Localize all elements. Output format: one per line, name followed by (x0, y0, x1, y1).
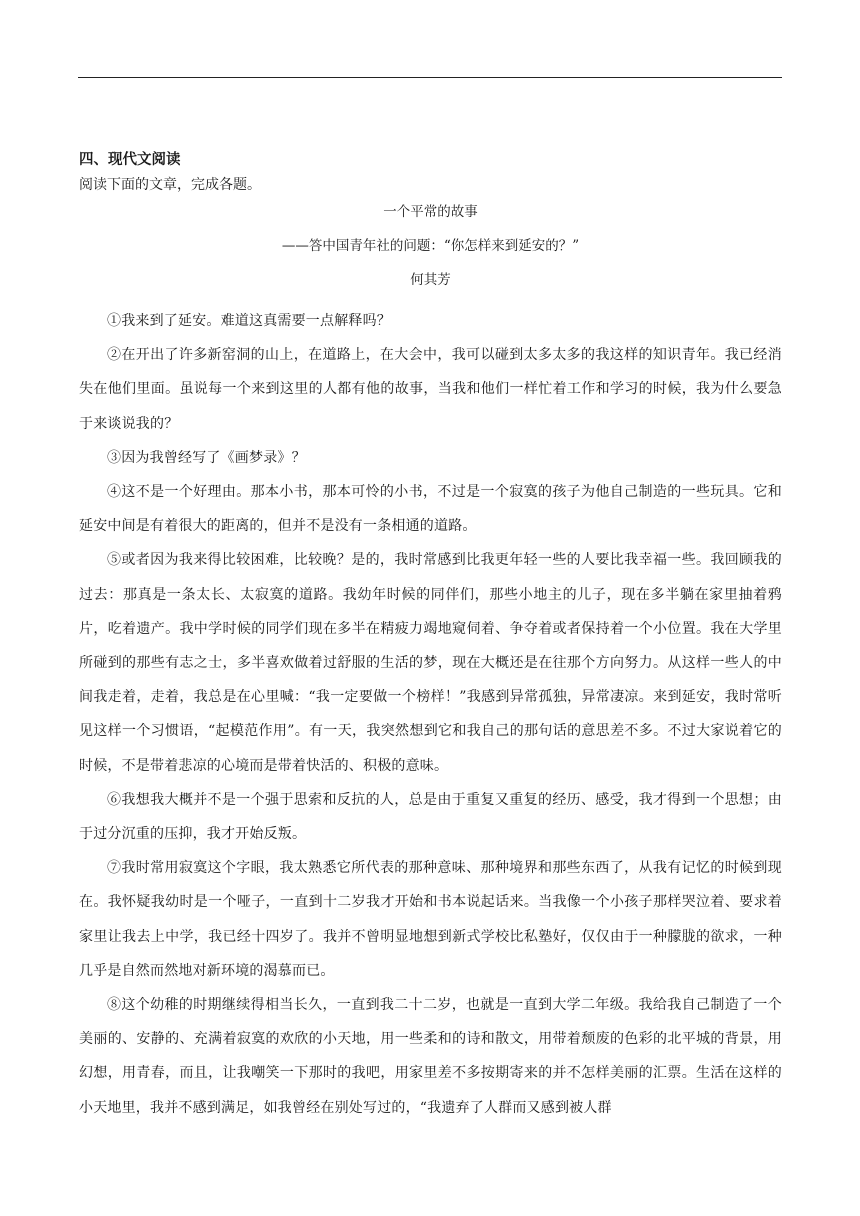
paragraph-6: ⑥我想我大概并不是一个强于思索和反抗的人，总是由于重复又重复的经历、感受，我才得到一个思想；由于过分沉重的压抑，我才开始反叛。 (79, 791, 782, 843)
paragraph-2: ②在开出了许多新窑洞的山上，在道路上，在大会中，我可以碰到太多太多的我这样的知识青年。我已经消失在他们里面。虽说每一个来到这里的人都有他的故事，当我和他们一样忙着工作和学习的时候，我为什么要急于来谈说我的？ (79, 347, 782, 432)
paragraph-5: ⑤或者因为我来得比较困难，比较晚？是的，我时常感到比我更年轻一些的人要比我幸福一些。我回顾我的过去：那真是一条太长、太寂寞的道路。我幼年时候的同伴们，那些小地主的儿子，现在多半躺在家里抽着鸦片，吃着遗产。我中学时候的同学们现在多半在精疲力竭地窥伺着、争夺着或者保持着一个小位置。我在大学里所碰到的那些有志之士，多半喜欢做着过舒服的生活的梦，现在大概还是在往那个方向努力。从这样一些人的中间我走着，走着，我总是在心里喊：“我一定要做一个榜样！”我感到异常孤独，异常凄凉。来到延安，我时常听见这样一个习惯语，“起模范作用”。有一天，我突然想到它和我自己的那句话的意思差不多。不过大家说着它的时候，不是带着悲凉的心境而是带着快活的、积极的意味。 (79, 552, 782, 774)
article-author: 何其芳 (410, 272, 451, 288)
instruction-text: 阅读下面的文章，完成各题。 (79, 177, 261, 193)
paragraph-1: ①我来到了延安。难道这真需要一点解释吗？ (107, 313, 391, 329)
section-title: 四、现代文阅读 (79, 152, 181, 168)
article-paragraphs (79, 304, 782, 1125)
article-subtitle: ——答中国青年社的问题：“你怎样来到延安的？” (281, 238, 580, 254)
paragraph-8: ⑧这个幼稚的时期继续得相当长久，一直到我二十二岁，也就是一直到大学二年级。我给我自己制造了一个美丽的、安静的、充满着寂寞的欢欣的小天地，用一些柔和的诗和散文，用带着颓废的色彩的北平城的背景，用幻想，用青春，而且，让我嘲笑一下那时的我吧，用家里差不多按期寄来的并不怎样美丽的汇票。生活在这样的小天地里，我并不感到满足，如我曾经在别处写过的，“我遗弃了人群而又感到被人群 (79, 997, 782, 1116)
paragraph-4: ④这不是一个好理由。那本小书，那本可怜的小书，不过是一个寂寞的孩子为他自己制造的一些玩具。它和延安中间是有着很大的距离的，但并不是没有一条相通的道路。 (79, 484, 782, 535)
header-rule (78, 77, 782, 78)
paragraph-3: ③因为我曾经写了《画梦录》？ (107, 449, 306, 466)
article-title: 一个平常的故事 (383, 204, 478, 220)
paragraph-7: ⑦我时常用寂寞这个字眼，我太熟悉它所代表的那种意味、那种境界和那些东西了，从我有记忆的时候到现在。我怀疑我幼时是一个哑子，一直到十二岁我才开始和书本说起话来。当我像一个小孩子那样哭泣着、要求着家里让我去上中学，我已经十四岁了。我并不曾明显地想到新式学校比私塾好，仅仅由于一种朦胧的欲求，一种几乎是自然而然地对新环境的渴慕而已。 (79, 860, 782, 979)
document-body (79, 146, 782, 1125)
